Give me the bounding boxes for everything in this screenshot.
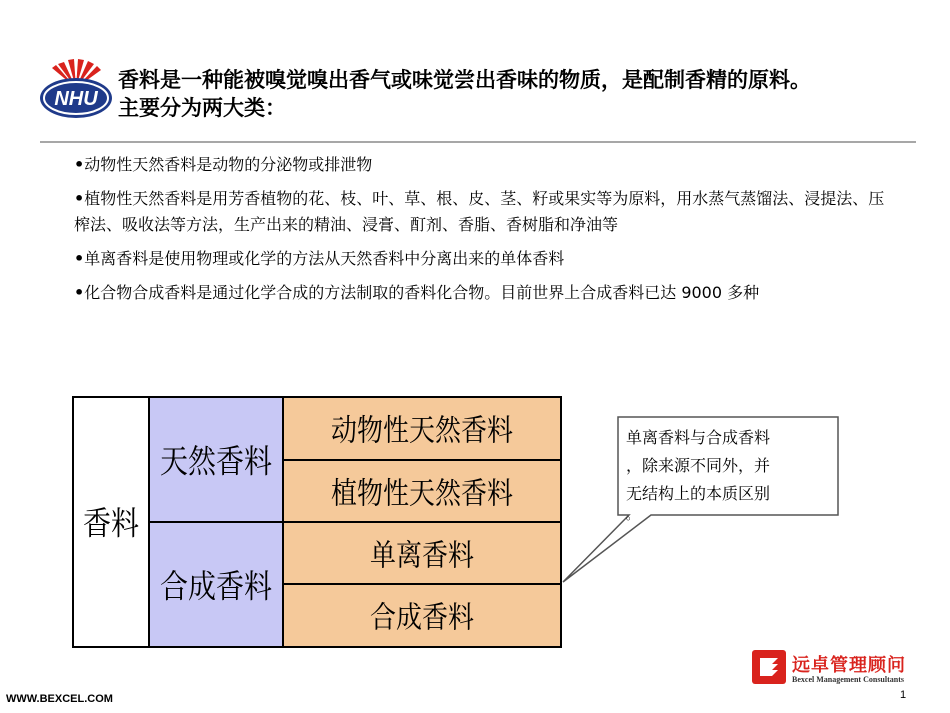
page-title	[118, 66, 918, 122]
group-cell-natural	[150, 398, 284, 523]
group-label: 合成香料	[159, 567, 272, 606]
bullet-item: •植物性天然香料是用芳香植物的花、枝、叶、草、根、皮、茎、籽或果实等为原料，用水蒸气蒸馏法、浸提法、压榨法、吸收法等方法，生产出来的精油、浸膏、酊剂、香脂、香树脂和净油等	[74, 189, 885, 234]
leaf-label: 单离香料	[369, 538, 474, 574]
header-divider	[40, 141, 916, 143]
bexcel-brand	[752, 650, 922, 688]
bullet-item: •动物性天然香料是动物的分泌物或排泄物	[74, 155, 373, 174]
leaf-cell	[284, 398, 560, 461]
leaf-cell	[284, 585, 560, 646]
leaf-column	[284, 398, 560, 646]
leaf-cell	[284, 461, 560, 523]
title-line-1: 香料是一种能被嗅觉嗅出香气或味觉尝出香味的物质，是配制香精的原料。	[118, 68, 811, 92]
brand-name-cn: 远卓管理顾问	[792, 655, 906, 676]
group-column	[150, 398, 284, 646]
callout-line: ，除来源不同外，并	[626, 456, 771, 475]
bullet-item: •单离香料是使用物理或化学的方法从天然香料中分离出来的单体香料	[74, 249, 565, 268]
page-number: 1	[900, 689, 907, 701]
footer-url: WWW.BEXCEL.COM	[6, 693, 113, 705]
callout-line: 无结构上的本质区别	[626, 484, 771, 503]
bullet-item: •化合物合成香料是通过化学合成的方法制取的香料化合物。目前世界上合成香料已达 9000 多种	[74, 283, 760, 302]
bexcel-logo-icon	[752, 650, 786, 684]
brand-name-en: Bexcel Management Consultants	[792, 675, 904, 684]
root-label: 香料	[82, 504, 139, 543]
callout-line: 。	[626, 508, 639, 522]
classification-diagram	[72, 396, 562, 648]
callout-note	[626, 424, 826, 522]
leaf-label: 植物性天然香料	[330, 476, 513, 512]
leaf-label: 合成香料	[369, 601, 474, 636]
title-line-2: 主要分为两大类：	[118, 96, 286, 120]
root-cell	[74, 398, 150, 646]
logo-text: NHU	[54, 88, 98, 110]
group-label: 天然香料	[159, 442, 272, 481]
group-cell-synthetic	[150, 523, 284, 646]
bullet-list	[74, 152, 894, 314]
callout-line: 单离香料与合成香料	[626, 428, 771, 447]
leaf-cell	[284, 523, 560, 585]
nhu-logo	[38, 58, 114, 122]
leaf-label: 动物性天然香料	[330, 414, 513, 449]
